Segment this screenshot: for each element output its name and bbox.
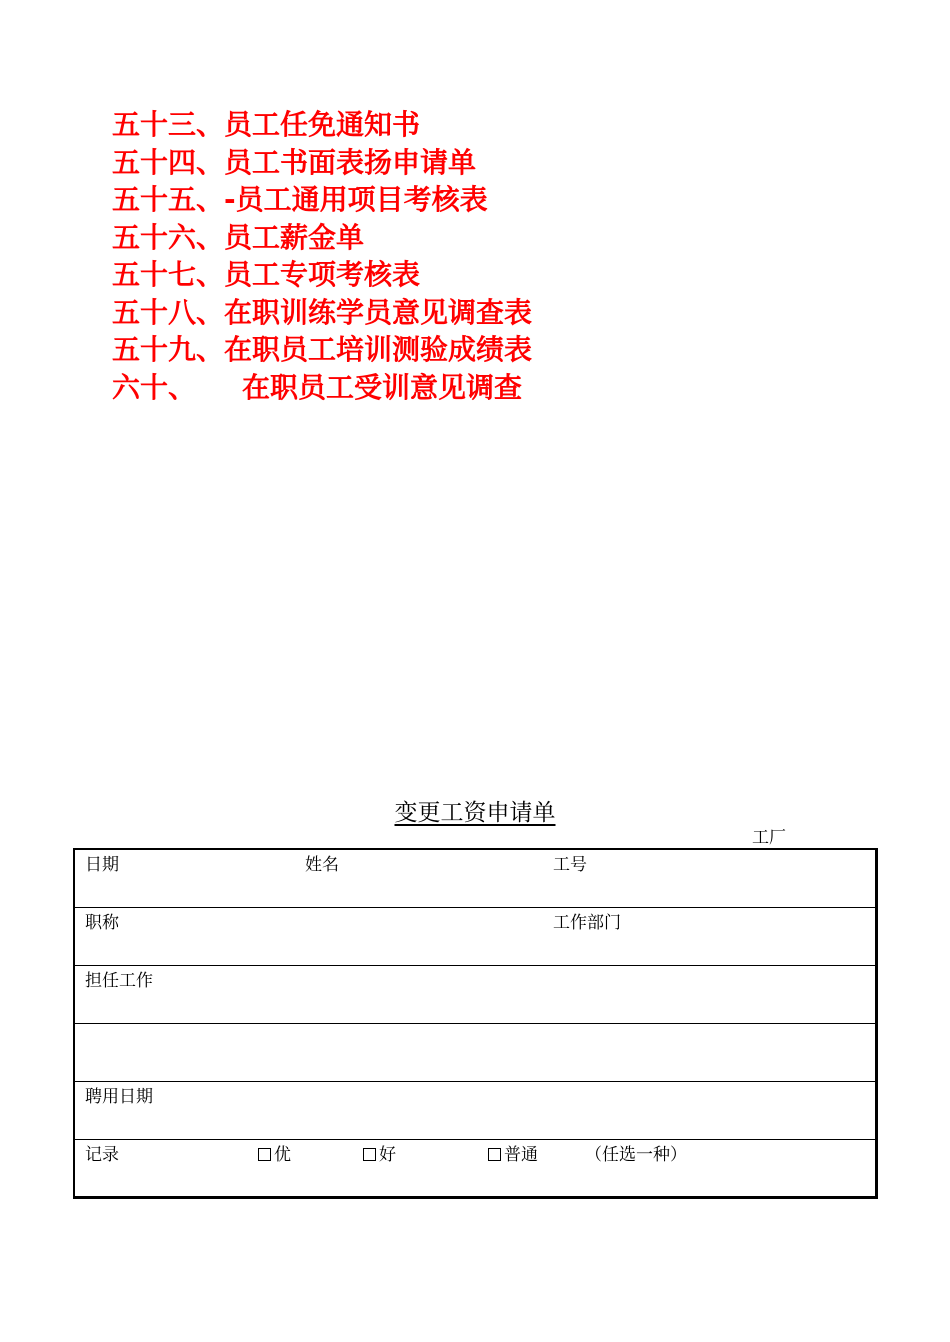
toc-number: 五十六、 xyxy=(112,220,225,254)
toc-text: 在职员工培训测验成绩表 xyxy=(224,333,533,366)
checkbox-icon[interactable] xyxy=(488,1148,501,1161)
form-row-blank[interactable] xyxy=(75,1024,875,1082)
toc-text: 员工薪金单 xyxy=(224,220,365,254)
toc-number: 五十三、 xyxy=(112,108,225,141)
factory-label: 工厂 xyxy=(752,828,786,848)
toc-item-58[interactable] xyxy=(112,294,532,332)
toc-item-56[interactable] xyxy=(112,219,532,257)
form-title: 变更工资申请单 xyxy=(394,800,556,826)
option-good[interactable]: 好 xyxy=(363,1144,396,1166)
toc-number: 五十八、 xyxy=(112,295,225,329)
toc-item-57[interactable] xyxy=(112,256,532,294)
toc-item-55[interactable] xyxy=(112,181,532,219)
form-row-position xyxy=(75,908,875,966)
toc-item-59[interactable] xyxy=(112,331,532,369)
checkbox-icon[interactable] xyxy=(363,1148,376,1161)
option-average[interactable]: 普通 xyxy=(488,1144,538,1166)
checkbox-icon[interactable] xyxy=(258,1148,271,1161)
form-row-job xyxy=(75,966,875,1024)
hire-date-field[interactable]: 聘用日期 xyxy=(85,1087,153,1107)
job-title-field[interactable]: 职称 xyxy=(85,913,119,933)
toc-text: 在职员工受训意见调查 xyxy=(242,370,523,404)
toc-text: 员工专项考核表 xyxy=(224,258,421,291)
toc-number: 五十七、 xyxy=(112,258,225,291)
choose-one-note: （任选一种） xyxy=(585,1145,687,1165)
toc-number: 五十四、 xyxy=(112,145,225,179)
salary-change-form xyxy=(73,848,878,1199)
toc-text: 员工任免通知书 xyxy=(224,108,421,141)
toc-text: 在职训练学员意见调查表 xyxy=(224,295,533,329)
form-row-basic-info xyxy=(75,850,875,908)
toc-item-60[interactable] xyxy=(112,369,532,407)
option-excellent[interactable]: 优 xyxy=(258,1144,291,1166)
toc-number: 五十九、 xyxy=(112,333,225,366)
toc-item-53[interactable] xyxy=(112,106,532,144)
toc-number: 六十、 xyxy=(112,370,197,404)
current-job-field[interactable]: 担任工作 xyxy=(85,971,153,991)
employee-id-field[interactable]: 工号 xyxy=(553,855,587,875)
department-field[interactable]: 工作部门 xyxy=(553,913,621,933)
table-of-contents xyxy=(112,106,532,406)
record-label: 记录 xyxy=(85,1145,119,1165)
form-row-hire-date xyxy=(75,1082,875,1140)
date-field[interactable]: 日期 xyxy=(85,855,119,875)
form-row-record xyxy=(75,1140,875,1197)
toc-text: -员工通用项目考核表 xyxy=(224,183,488,216)
toc-number: 五十五、 xyxy=(112,183,225,216)
toc-item-54[interactable] xyxy=(112,144,532,182)
name-field[interactable]: 姓名 xyxy=(305,855,339,875)
toc-text: 员工书面表扬申请单 xyxy=(224,145,477,179)
